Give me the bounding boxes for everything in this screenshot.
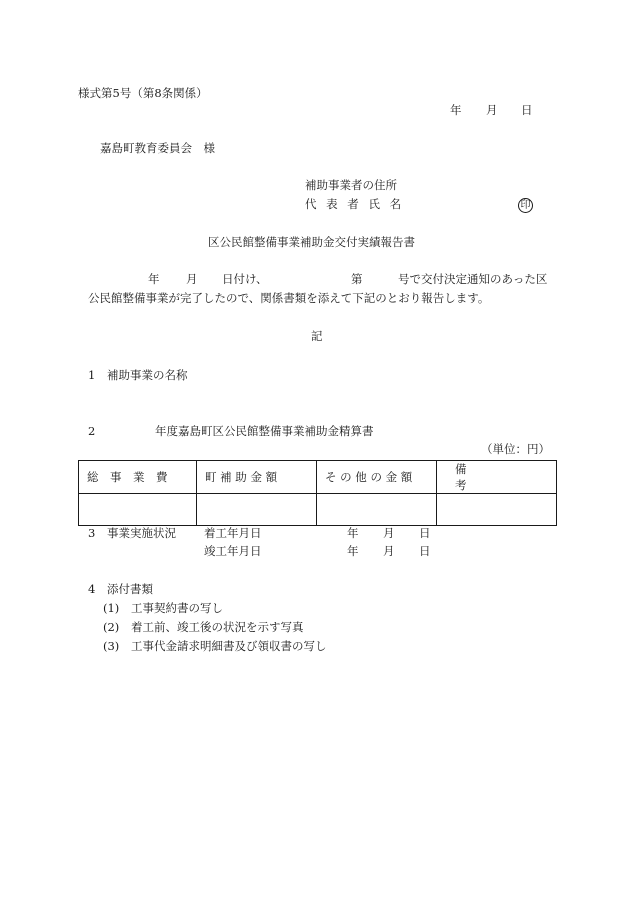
ki-heading: 記	[311, 329, 323, 343]
cell-town-subsidy[interactable]	[197, 494, 317, 526]
section1-label: 補助事業の名称	[107, 368, 188, 382]
header-remarks: 備 考	[437, 461, 557, 494]
start-date-day: 日	[419, 526, 431, 540]
completion-date-label: 竣工年月日	[204, 544, 262, 558]
seal-mark	[518, 198, 533, 213]
header-total-cost: 総 事 業 費	[79, 461, 197, 494]
body-dated: 日付け、	[222, 272, 268, 286]
body-number-prefix: 第	[351, 272, 363, 286]
section2-number: 2	[88, 424, 96, 438]
body-line1-rest: 号で交付決定通知のあった区	[398, 272, 548, 286]
date-month-label: 月	[486, 103, 498, 117]
section2-label: 年度嘉島町区公民館整備事業補助金精算書	[155, 424, 374, 438]
budget-table	[78, 460, 568, 526]
start-date-month: 月	[383, 526, 395, 540]
attachment-item-num: (1)	[103, 601, 120, 615]
start-date-label: 着工年月日	[204, 526, 262, 540]
attachment-item-num: (2)	[103, 620, 120, 634]
budget-table-header-row	[79, 461, 557, 494]
section1-number: 1	[88, 368, 96, 382]
applicant-name-label: 代 表 者 氏 名	[305, 197, 405, 211]
document-title: 区公民館整備事業補助金交付実績報告書	[208, 235, 415, 249]
completion-date-day: 日	[419, 544, 431, 558]
date-day-label: 日	[521, 103, 533, 117]
body-year: 年	[148, 272, 160, 286]
attachment-item-text: 工事契約書の写し	[131, 601, 223, 615]
cell-remarks[interactable]	[437, 494, 557, 526]
applicant-address-label: 補助事業者の住所	[305, 178, 397, 192]
attachment-item-text: 着工前、竣工後の状況を示す写真	[131, 620, 304, 634]
cell-other-amount[interactable]	[317, 494, 437, 526]
section4-label: 添付書類	[107, 582, 153, 596]
header-other-amount: そ の 他 の 金 額	[317, 461, 437, 494]
attachment-item-num: (3)	[103, 639, 120, 653]
section3-number: 3	[88, 526, 96, 540]
completion-date-year: 年	[347, 544, 359, 558]
seal-icon: 印	[518, 198, 533, 213]
start-date-year: 年	[347, 526, 359, 540]
cell-total-cost[interactable]	[79, 494, 197, 526]
unit-label: （単位：円）	[481, 442, 550, 456]
completion-date-month: 月	[383, 544, 395, 558]
body-line2: 公民館整備事業が完了したので、関係書類を添えて下記のとおり報告します。	[88, 291, 490, 305]
attachment-item-text: 工事代金請求明細書及び領収書の写し	[131, 639, 327, 653]
addressee: 嘉島町教育委員会 様	[100, 141, 215, 155]
budget-table-row	[79, 494, 557, 526]
header-town-subsidy: 町 補 助 金 額	[197, 461, 317, 494]
body-month: 月	[186, 272, 198, 286]
date-year-label: 年	[450, 103, 462, 117]
section4-number: 4	[88, 582, 96, 596]
form-number: 様式第5号（第8条関係）	[78, 86, 208, 100]
section3-label: 事業実施状況	[107, 526, 176, 540]
